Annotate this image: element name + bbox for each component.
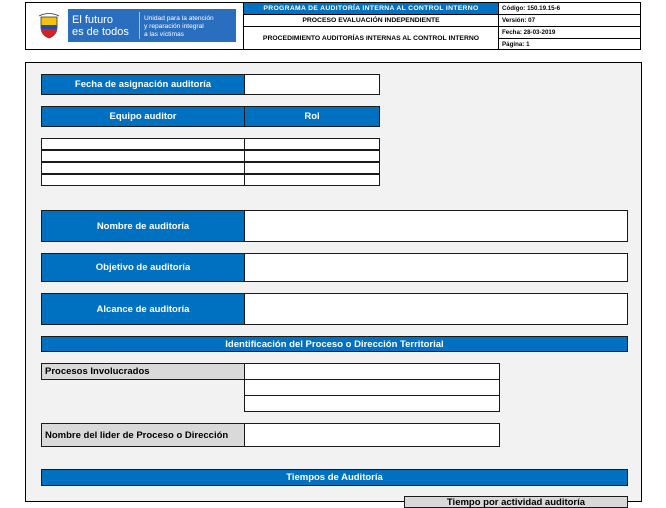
process-field[interactable]	[244, 363, 500, 380]
audit-objective-label: Objetivo de auditoría	[41, 253, 245, 282]
logo-text-line2: es de todos	[72, 26, 129, 38]
team-member-cell[interactable]	[41, 162, 245, 174]
leader-label: Nombre del lider de Proceso o Dirección	[41, 423, 245, 447]
process-field[interactable]	[244, 395, 500, 412]
procedure-name: PROCEDIMIENTO AUDITORÍAS INTERNAS AL CONTROL INTERNO	[262, 34, 480, 42]
audit-objective-field[interactable]	[244, 253, 628, 282]
team-role-cell[interactable]	[244, 174, 380, 186]
document-version: Versión: 07	[498, 15, 641, 26]
identification-section-header: Identificación del Proceso o Dirección Territorial	[41, 336, 628, 352]
processes-label: Procesos Involucrados	[41, 363, 245, 380]
team-header: Equipo auditor	[41, 106, 245, 127]
coat-of-arms-icon	[37, 13, 61, 39]
logo-subtext-line1: Unidad para la atención	[144, 15, 214, 22]
logo-divider	[139, 12, 140, 39]
document-date: Fecha: 28-03-2019	[498, 27, 641, 38]
assignment-date-field[interactable]	[244, 74, 380, 95]
audit-name-label: Nombre de auditoría	[41, 210, 245, 242]
logo-text-line1: El futuro	[72, 14, 113, 26]
logo-subtext-line3: a las víctimas	[144, 31, 184, 38]
activity-time-header: Tiempo por actividad auditoría	[404, 496, 628, 508]
process-name: PROCESO EVALUACIÓN INDEPENDIENTE	[302, 17, 440, 24]
page-number: Página: 1	[498, 39, 641, 49]
program-title: PROGRAMA DE AUDITORÍA INTERNA AL CONTROL INTERNO	[244, 3, 498, 14]
assignment-date-label: Fecha de asignación auditoría	[41, 74, 245, 95]
times-section-header: Tiempos de Auditoría	[41, 469, 628, 486]
audit-scope-field[interactable]	[244, 293, 628, 325]
leader-field[interactable]	[244, 423, 500, 447]
document-code: Código: 150.19.15-6	[498, 3, 641, 14]
team-member-cell[interactable]	[41, 150, 245, 162]
audit-scope-label: Alcance de auditoría	[41, 293, 245, 325]
team-member-cell[interactable]	[41, 174, 245, 186]
team-role-cell[interactable]	[244, 138, 380, 150]
team-role-cell[interactable]	[244, 150, 380, 162]
process-field[interactable]	[244, 379, 500, 396]
team-member-cell[interactable]	[41, 138, 245, 150]
team-role-cell[interactable]	[244, 162, 380, 174]
logo-subtext-line2: y reparación integral	[144, 23, 204, 30]
audit-name-field[interactable]	[244, 210, 628, 242]
role-header: Rol	[244, 106, 380, 127]
